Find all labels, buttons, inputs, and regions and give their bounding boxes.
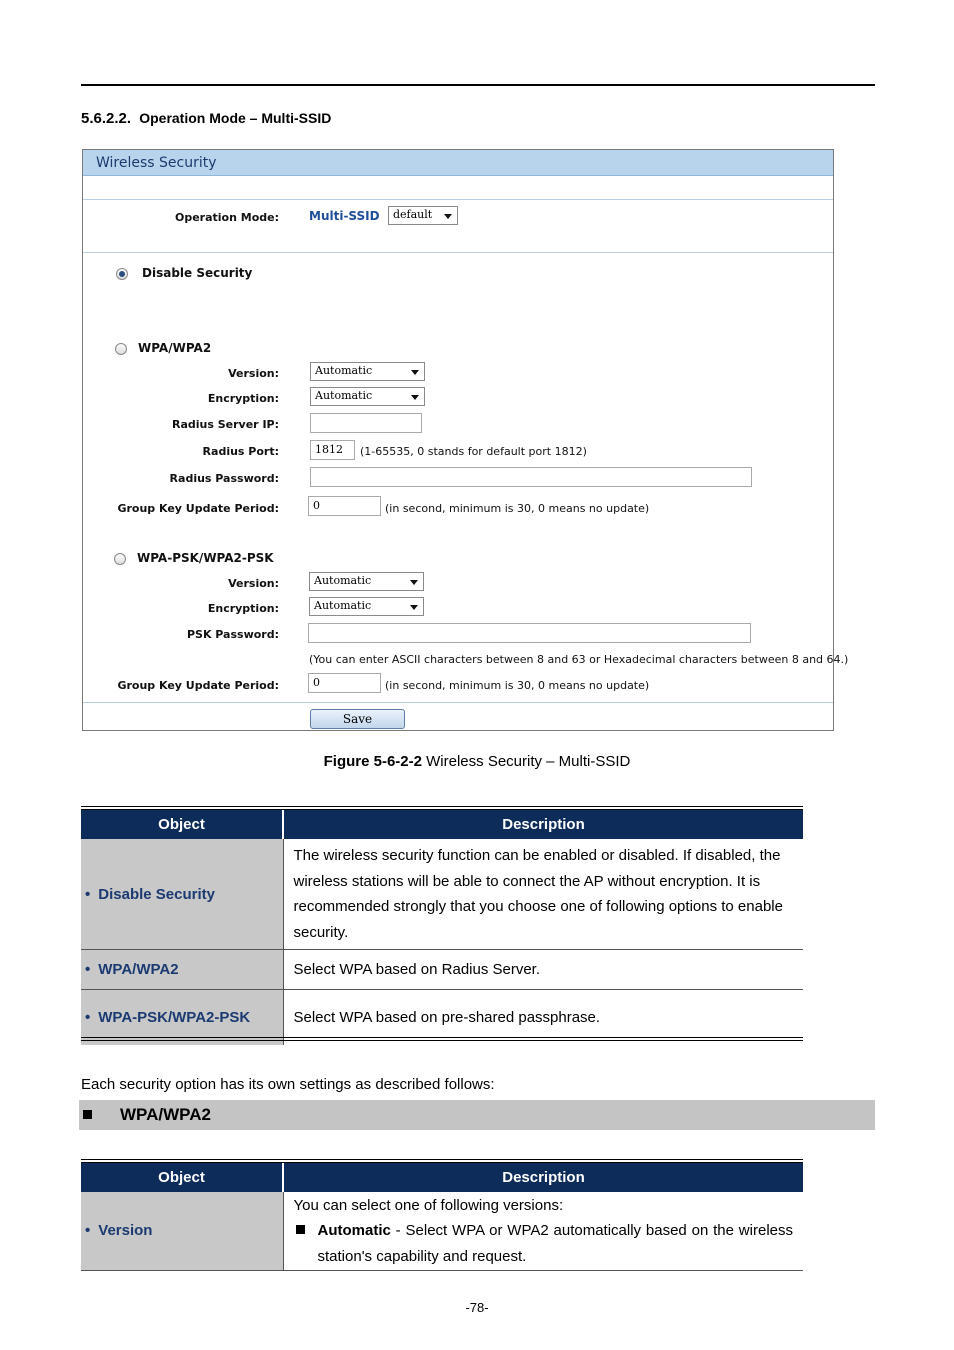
save-button[interactable]: Save xyxy=(310,709,405,729)
panel-header xyxy=(83,150,833,176)
operation-mode-label: Operation Mode: xyxy=(174,211,279,224)
ssid-select-value: default xyxy=(393,208,433,221)
bullet-icon: • xyxy=(85,961,91,978)
wpa-version-select[interactable] xyxy=(310,362,425,381)
column-header-object: Object xyxy=(81,810,283,839)
radius-port-hint: (1-65535, 0 stands for default port 1812) xyxy=(360,445,587,458)
psk-group-key-hint: (in second, minimum is 30, 0 means no update) xyxy=(385,679,650,692)
wpa-group-key-input[interactable]: 0 xyxy=(308,496,381,516)
psk-password-input[interactable] xyxy=(308,623,751,643)
page-number: -78- xyxy=(465,1300,489,1315)
psk-password-label: PSK Password: xyxy=(186,628,279,641)
option-description: - Select WPA or WPA2 automatically based on the wireless station's capability and request. xyxy=(317,1222,793,1265)
square-bullet-icon xyxy=(83,1110,92,1119)
row-object-text: WPA-PSK/WPA2-PSK xyxy=(98,1008,251,1026)
wpa-label: WPA/WPA2 xyxy=(138,341,212,355)
radius-port-input[interactable]: 1812 xyxy=(310,440,355,460)
radius-ip-label: Radius Server IP: xyxy=(172,418,279,431)
subsection-bar xyxy=(79,1100,875,1130)
wpa-settings-table xyxy=(81,1163,803,1271)
psk-encryption-select[interactable] xyxy=(309,597,424,616)
wpa-group-key-label: Group Key Update Period: xyxy=(117,502,279,515)
figure-caption xyxy=(0,753,954,770)
row-object-text: Version xyxy=(98,1222,153,1240)
chevron-down-icon xyxy=(410,580,418,585)
row-object xyxy=(81,1192,283,1270)
divider xyxy=(83,702,833,703)
figure-number: Figure 5-6-2-2 xyxy=(323,753,422,770)
bullet-icon: • xyxy=(85,1222,91,1240)
disable-security-radio[interactable] xyxy=(116,268,128,280)
column-header-description: Description xyxy=(283,810,803,839)
panel-title: Wireless Security xyxy=(96,155,217,171)
wpa-radio[interactable] xyxy=(115,343,127,355)
version-option-item xyxy=(294,1218,794,1269)
row-description: Select WPA based on Radius Server. xyxy=(283,950,803,990)
psk-label: WPA-PSK/WPA2-PSK xyxy=(137,551,274,565)
ssid-select[interactable] xyxy=(388,206,458,225)
row-object xyxy=(81,839,283,950)
psk-password-hint: (You can enter ASCII characters between 8 and 63 or Hexadecimal characters between 8 and 64.) xyxy=(309,653,849,666)
row-object-text: Disable Security xyxy=(98,885,215,903)
table-row xyxy=(81,1192,803,1270)
wireless-security-panel xyxy=(82,149,849,731)
figure-title: Wireless Security – Multi-SSID xyxy=(421,753,631,770)
wpa-encryption-label: Encryption: xyxy=(207,392,279,405)
table-row xyxy=(81,950,803,990)
psk-group-key-input[interactable]: 0 xyxy=(308,673,381,693)
wpa-version-value: Automatic xyxy=(315,364,373,377)
square-bullet-icon xyxy=(296,1225,305,1234)
security-options-table xyxy=(81,810,803,1045)
radius-port-label: Radius Port: xyxy=(202,445,279,458)
description-intro: You can select one of following versions: xyxy=(293,1196,564,1214)
wpa-group-key-hint: (in second, minimum is 30, 0 means no update) xyxy=(385,502,650,515)
psk-encryption-label: Encryption: xyxy=(207,602,279,615)
section-title: Operation Mode – Multi-SSID xyxy=(139,110,332,126)
row-object-text: WPA/WPA2 xyxy=(98,961,179,978)
wpa-encryption-value: Automatic xyxy=(315,389,373,402)
chevron-down-icon xyxy=(411,370,419,375)
operation-mode-value: Multi-SSID xyxy=(309,209,380,223)
chevron-down-icon xyxy=(411,395,419,400)
divider xyxy=(83,252,833,253)
radius-password-label: Radius Password: xyxy=(169,472,279,485)
psk-encryption-value: Automatic xyxy=(314,599,372,612)
wpa-version-label: Version: xyxy=(228,367,279,380)
section-number: 5.6.2.2. xyxy=(81,110,132,127)
disable-security-label: Disable Security xyxy=(142,266,253,280)
subsection-title: WPA/WPA2 xyxy=(120,1105,211,1124)
row-description xyxy=(283,1192,803,1270)
bullet-icon: • xyxy=(85,885,91,903)
psk-group-key-label: Group Key Update Period: xyxy=(117,679,279,692)
psk-radio[interactable] xyxy=(114,553,126,565)
divider xyxy=(83,199,833,200)
table-rule xyxy=(81,1037,803,1041)
bullet-icon: • xyxy=(85,1008,91,1026)
column-header-object: Object xyxy=(81,1163,283,1192)
chevron-down-icon xyxy=(410,605,418,610)
radius-ip-input[interactable] xyxy=(310,413,422,433)
table-row xyxy=(81,839,803,950)
section-heading xyxy=(81,110,331,127)
row-description: Select WPA based on pre-shared passphrase. xyxy=(293,1008,601,1026)
chevron-down-icon xyxy=(444,214,452,219)
psk-version-select[interactable] xyxy=(309,572,424,591)
psk-version-value: Automatic xyxy=(314,574,372,587)
wpa-encryption-select[interactable] xyxy=(310,387,425,406)
header-rule xyxy=(81,84,875,86)
column-header-description: Description xyxy=(283,1163,803,1192)
row-description: The wireless security function can be enabled or disabled. If disabled, the wireless stations will be able to connect the AP without encryption. It is recommended strongly that you choose one of following options to enable security. xyxy=(283,839,803,950)
radius-password-input[interactable] xyxy=(310,467,752,487)
row-object xyxy=(81,950,283,990)
option-name: Automatic xyxy=(317,1222,391,1239)
intro-paragraph: Each security option has its own settings as described follows: xyxy=(81,1076,495,1093)
psk-version-label: Version: xyxy=(228,577,279,590)
